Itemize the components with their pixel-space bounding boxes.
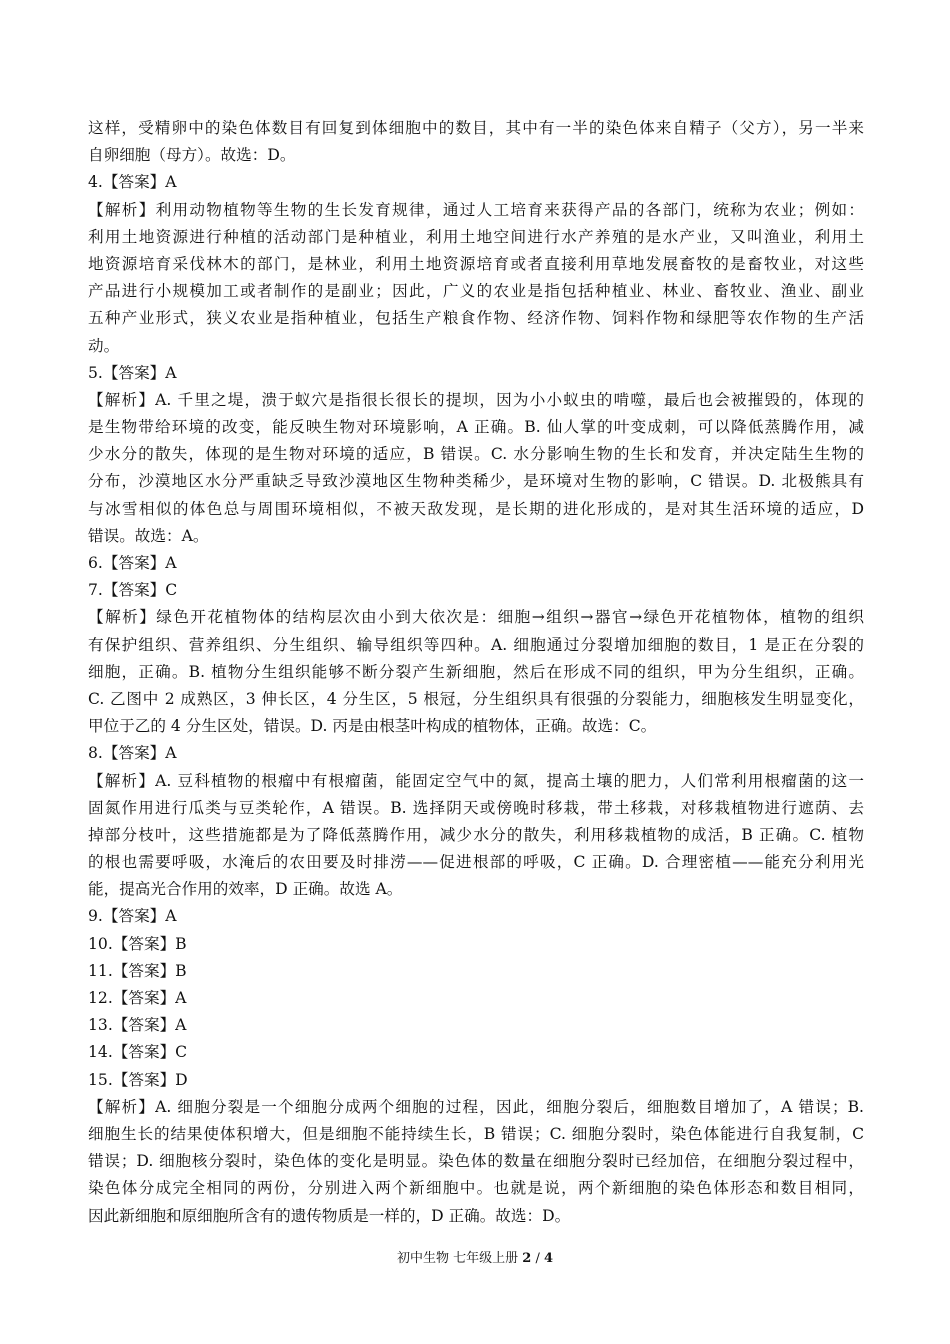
text-line: 五种产业形式，狭义农业是指种植业，包括生产粮食作物、经济作物、饲料作物和绿肥等农作物的生产活 xyxy=(88,309,864,328)
answer-line: 13.【答案】A xyxy=(88,1016,187,1035)
footer-page-number: 2 xyxy=(522,1251,532,1266)
answer-line: 4.【答案】A xyxy=(88,173,177,192)
answer-line: 6.【答案】A xyxy=(88,554,177,572)
text-line: 的根也需要呼吸，水淹后的农田要及时排涝——促进根部的呼吸，C 正确。D. 合理密植——能充分利用光 xyxy=(88,853,864,872)
text-line: 有保护组织、营养组织、分生组织、输导组织等四种。A. 细胞通过分裂增加细胞的数目，1 是正在分裂的 xyxy=(88,635,864,654)
footer-separator: / xyxy=(531,1251,544,1266)
text-line: 分布，沙漠地区水分严重缺乏导致沙漠地区生物种类稀少，是环境对生物的影响，C 错误。D. 北极熊具有 xyxy=(88,472,864,491)
document-body xyxy=(88,115,864,1230)
answer-line: 10.【答案】B xyxy=(88,934,187,953)
text-line: 掉部分枝叶，这些措施都是为了降低蒸腾作用，减少水分的散失，利用移栽植物的成活，B 正确。C. 植物 xyxy=(88,825,864,844)
text-line: 是生物带给环境的改变，能反映生物对环境影响，A 正确。B. 仙人掌的叶变成刺，可以降低蒸腾作用，减 xyxy=(88,418,864,437)
answer-line: 11.【答案】B xyxy=(88,961,187,980)
text-line: 甲位于乙的 4 分生区处，错误。D. 丙是由根茎叶构成的植物体，正确。故选：C。 xyxy=(88,717,657,736)
answer-line: 8.【答案】A xyxy=(88,744,177,763)
text-line: 动。 xyxy=(88,336,120,355)
text-line: 因此新细胞和原细胞所含有的遗传物质是一样的，D 正确。故选：D。 xyxy=(88,1206,571,1225)
text-line: 染色体分成完全相同的两份，分别进入两个新细胞中。也就是说，两个新细胞的染色体形态和数目相同， xyxy=(88,1179,864,1198)
text-line: 自卵细胞（母方）。故选：D。 xyxy=(88,146,296,165)
analysis-line: 【解析】A. 千里之堤，溃于蚁穴是指很长很长的提坝，因为小小蚁虫的啃噬，最后也会被摧毁的，体现的 xyxy=(88,390,864,409)
text-line: 细胞生长的结果使体积增大，但是细胞不能持续生长，B 错误；C. 细胞分裂时，染色体能进行自我复制，C xyxy=(88,1124,864,1143)
text-line: 细胞，正确。B. 植物分生组织能够不断分裂产生新细胞，然后在形成不同的组织，甲为分生组织，正确。 xyxy=(88,662,864,681)
text-line: 地资源培育采伐林木的部门，是林业，利用土地资源培育或者直接利用草地发展畜牧的是畜牧业，对这些 xyxy=(88,254,864,273)
text-line: 与冰雪相似的体色总与周围环境相似，不被天敌发现，是长期的进化形成的，是对其生活环境的适应，D xyxy=(88,499,864,518)
page-footer xyxy=(0,1250,950,1268)
text-line: 错误。故选：A。 xyxy=(88,526,209,545)
answer-line: 7.【答案】C xyxy=(88,581,178,600)
text-line: 能，提高光合作用的效率，D 正确。故选 A。 xyxy=(88,880,403,899)
analysis-line: 【解析】利用动物植物等生物的生长发育规律，通过人工培育来获得产品的各部门，统称为农业；例如： xyxy=(88,200,864,219)
analysis-line: 【解析】A. 豆科植物的根瘤中有根瘤菌，能固定空气中的氮，提高土壤的肥力，人们常利用根瘤菌的这一 xyxy=(88,771,864,790)
text-line: 利用土地资源进行种植的活动部门是种植业，利用土地空间进行水产养殖的是水产业，又叫渔业，利用土 xyxy=(88,227,864,246)
answer-line: 5.【答案】A xyxy=(88,363,177,382)
answer-line: 12.【答案】A xyxy=(88,989,187,1007)
text-line: 固氮作用进行瓜类与豆类轮作，A 错误。B. 选择阴天或傍晚时移栽，带土移栽，对移栽植物进行遮荫、去 xyxy=(88,798,864,817)
text-line: 这样，受精卵中的染色体数目有回复到体细胞中的数目，其中有一半的染色体来自精子（父方），另一半来 xyxy=(88,119,864,137)
text-line: 少水分的散失，体现的是生物对环境的适应，B 错误。C. 水分影响生物的生长和发育，并决定陆生生物的 xyxy=(88,445,864,464)
answer-line: 15.【答案】D xyxy=(88,1070,188,1089)
text-line: 错误；D. 细胞核分裂时，染色体的变化是明显。染色体的数量在细胞分裂时已经加倍，在细胞分裂过程中， xyxy=(88,1152,864,1171)
text-line: C. 乙图中 2 成熟区，3 伸长区，4 分生区，5 根冠，分生组织具有很强的分裂能力，细胞核发生明显变化， xyxy=(88,689,864,708)
footer-subject: 初中生物 七年级上册 xyxy=(396,1251,519,1266)
answer-line: 14.【答案】C xyxy=(88,1043,188,1062)
answer-line: 9.【答案】A xyxy=(88,907,177,926)
analysis-line: 【解析】A. 细胞分裂是一个细胞分成两个细胞的过程，因此，细胞分裂后，细胞数目增加了，A 错误；B. xyxy=(88,1097,864,1116)
footer-page-total: 4 xyxy=(543,1251,554,1266)
analysis-line: 【解析】绿色开花植物体的结构层次由小到大依次是：细胞→组织→器官→绿色开花植物体，植物的组织 xyxy=(88,608,864,627)
text-line: 产品进行小规模加工或者制作的是副业；因此，广义的农业是指包括种植业、林业、畜牧业、渔业、副业 xyxy=(88,282,864,301)
